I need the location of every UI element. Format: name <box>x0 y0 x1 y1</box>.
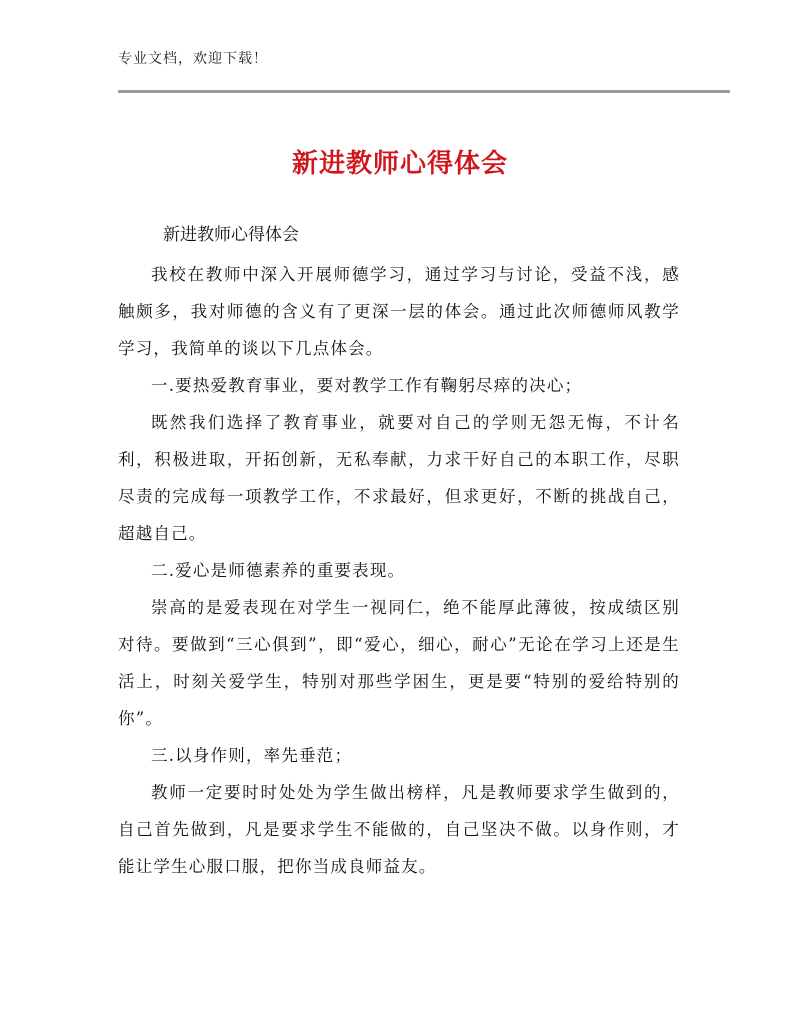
header-note: 专业文档，欢迎下载！ <box>118 51 268 67</box>
section-heading-1: 一.要热爱教育事业，要对教学工作有鞠躬尽瘁的决心； <box>151 376 583 395</box>
document-subtitle: 新进教师心得体会 <box>163 225 299 245</box>
section-heading-3: 三.以身作则，率先垂范； <box>151 746 353 765</box>
paragraph-section-1: 既然我们选择了教育事业，就要对自己的学则无怨无悔，不计名利，积极进取，开拓创新，无私奉献，力求干好自己的本职工作，尽职尽责的完成每一项教学工作，不求最好，但求更好，不断的挑战自己，超越自己。 <box>118 413 680 543</box>
section-heading-2: 二.爱心是师德素养的重要表现。 <box>151 561 406 580</box>
document-body <box>118 256 680 885</box>
paragraph-section-3: 教师一定要时时处处为学生做出榜样，凡是教师要求学生做到的，自己首先做到，凡是要求学生不能做的，自己坚决不做。以身作则，才能让学生心服口服，把你当成良师益友。 <box>118 783 680 876</box>
header-divider <box>118 90 730 93</box>
paragraph-section-2: 崇高的是爱表现在对学生一视同仁，绝不能厚此薄彼，按成绩区别对待。要做到“三心俱到”，即“爱心，细心，耐心”无论在学习上还是生活上，时刻关爱学生，特别对那些学困生，更是要“特别的爱给特别的你”。 <box>118 598 680 728</box>
document-title: 新进教师心得体会 <box>291 149 508 179</box>
paragraph-intro: 我校在教师中深入开展师德学习，通过学习与讨论，受益不浅，感触颇多，我对师德的含义有了更深一层的体会。通过此次师德师风教学学习，我简单的谈以下几点体会。 <box>118 265 680 358</box>
